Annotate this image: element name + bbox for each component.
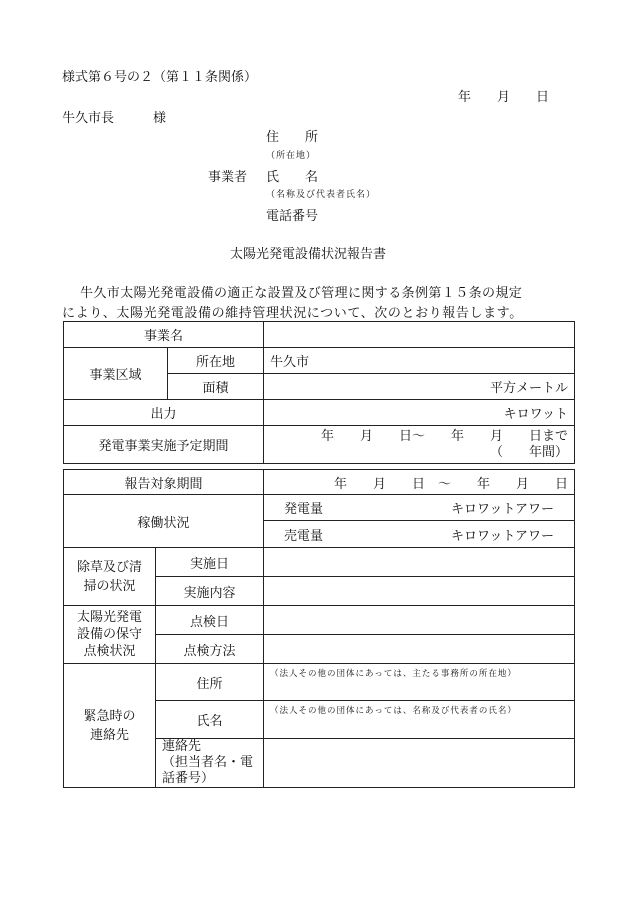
weeding-status-label (64, 548, 156, 606)
emergency-label-line1: 緊急時の (83, 708, 136, 724)
sales-label: 売電量 (284, 528, 324, 544)
form-number: 様式第６号の２（第１１条関係） (62, 70, 258, 85)
period-line2: （ 年間） (490, 444, 569, 460)
report-period-field[interactable]: 年 月 日 ～ 年 月 日 (264, 470, 575, 495)
output-field[interactable] (264, 400, 575, 426)
operation-status-label: 稼働状況 (64, 495, 264, 548)
weeding-label-line2: 掃の状況 (83, 578, 136, 594)
business-label: 事業者 (208, 170, 248, 185)
name-label: 氏 名 (266, 170, 319, 185)
maintenance-status-label (64, 606, 156, 664)
maintenance-label-line3: 点検状況 (83, 644, 136, 659)
emergency-name-field[interactable] (264, 701, 575, 739)
contact-person-field[interactable] (264, 739, 575, 788)
emergency-contact-label (64, 664, 156, 788)
period-line1: 年 月 日～ 年 月 日まで (321, 428, 569, 444)
phone-label: 電話番号 (266, 209, 319, 224)
project-name-field[interactable] (264, 322, 575, 348)
contact-label-line1: 連絡先 (162, 739, 202, 754)
implement-content-field[interactable] (264, 577, 575, 606)
generation-field[interactable] (264, 495, 575, 521)
address-sub-label: （所在地） (266, 151, 317, 161)
project-table (63, 321, 575, 464)
location-field[interactable]: 牛久市 (264, 348, 575, 374)
emergency-label-line2: 連絡先 (89, 727, 129, 743)
body-text-line2: により、太陽光発電設備の維持管理状況について、次のとおり報告します。 (62, 306, 523, 321)
inspection-date-label: 点検日 (156, 606, 264, 635)
weeding-label-line1: 除草及び清 (76, 559, 142, 575)
generation-label: 発電量 (284, 502, 324, 517)
implement-content-label: 実施内容 (156, 577, 264, 606)
emergency-address-field[interactable] (264, 664, 575, 701)
emergency-name-label: 氏名 (156, 701, 264, 739)
maintenance-label-line1: 太陽光発電 (76, 610, 142, 625)
emergency-name-note: （法人その他の団体にあっては、名称及び代表者の氏名） (270, 706, 517, 716)
generation-unit: キロワットアワー (451, 502, 555, 517)
maintenance-label-line2: 設備の保守 (76, 627, 142, 642)
contact-person-label (156, 739, 264, 788)
body-text-line1: 牛久市太陽光発電設備の適正な設置及び管理に関する条例第１５条の規定 (80, 286, 523, 301)
size-unit: 平方メートル (490, 381, 569, 396)
period-label: 発電事業実施予定期間 (64, 426, 264, 464)
addressee: 牛久市長 様 (62, 111, 167, 126)
implement-date-label: 実施日 (156, 548, 264, 577)
sales-field[interactable] (264, 521, 575, 548)
contact-label-line2: （担当者名・電 (162, 755, 254, 770)
status-table (63, 469, 575, 788)
document-title: 太陽光発電設備状況報告書 (230, 247, 387, 262)
emergency-address-label: 住所 (156, 664, 264, 701)
contact-label-line3: 話番号） (162, 771, 215, 786)
sales-unit: キロワットアワー (451, 528, 555, 544)
name-sub-label: （名称及び代表者氏名） (266, 190, 377, 200)
output-label: 出力 (64, 400, 264, 426)
date-line: 年 月 日 (458, 90, 550, 105)
inspection-method-field[interactable] (264, 635, 575, 664)
inspection-date-field[interactable] (264, 606, 575, 635)
period-field[interactable] (264, 426, 575, 464)
location-label: 所在地 (168, 348, 264, 374)
output-unit: キロワット (503, 407, 569, 422)
implement-date-field[interactable] (264, 548, 575, 577)
size-label: 面積 (168, 374, 264, 400)
address-label: 住 所 (266, 130, 319, 145)
size-field[interactable] (264, 374, 575, 400)
project-area-label: 事業区域 (64, 348, 168, 400)
inspection-method-label: 点検方法 (156, 635, 264, 664)
emergency-address-note: （法人その他の団体にあっては、主たる事務所の所在地） (270, 669, 517, 679)
report-period-label: 報告対象期間 (64, 470, 264, 495)
project-name-label: 事業名 (64, 322, 264, 348)
